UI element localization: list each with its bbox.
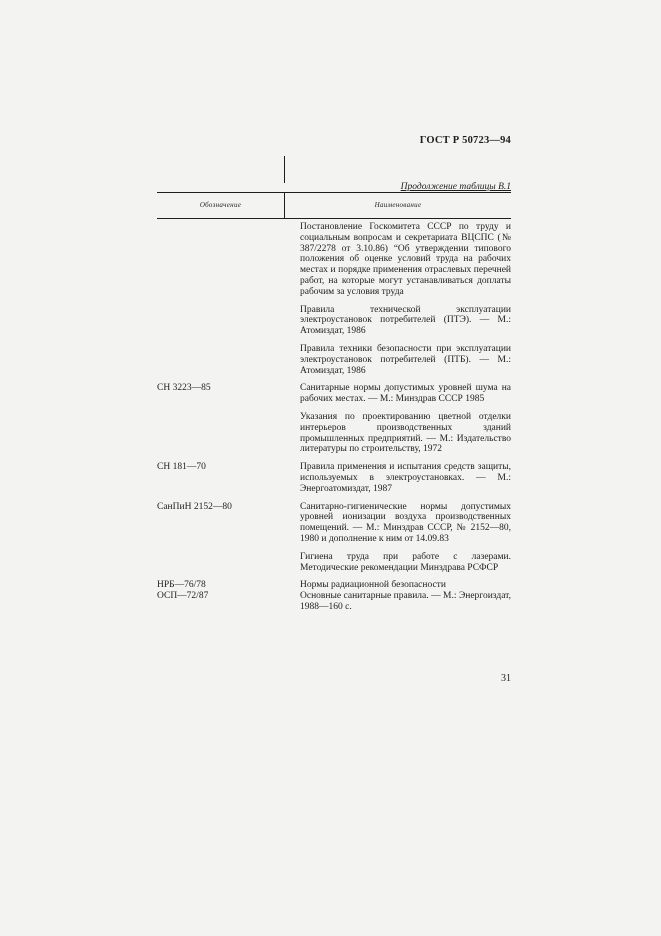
table-continuation-label: Продолжение таблицы В.1	[400, 182, 511, 192]
designation-cell	[157, 580, 300, 612]
document-header: ГОСТ Р 50723—94	[419, 135, 511, 146]
designation-cell	[157, 222, 300, 298]
table-body	[157, 222, 511, 620]
name-cell: Указания по проектированию цветной отделки интерьеров производственных зданий промышленных предприятий. — М.: Издательство литературы по строительству, 1972	[300, 411, 511, 455]
name-cell: Постановление Госкомитета СССР по труду и социальным вопросам и секретариата ВЦСПС (№ 387/2278 от 3.10.86) “Об утверждении типового положения об оценке условий труда на рабочих местах и порядке применения отраслевых перечней работ, на которые могут устанавливаться доплаты рабочим за условия труда	[300, 222, 511, 297]
column-divider-top	[284, 156, 285, 183]
column-header-designation: Обозначение	[199, 201, 242, 209]
name-cell: Санитарные нормы допустимых уровней шума на рабочих местах. — М.: Минздрав СССР 1985	[300, 383, 511, 405]
designation-code: СанПиН 2152—80	[157, 501, 232, 512]
table-header-rule	[157, 218, 511, 219]
name-cell: Санитарно-гигиенические нормы допустимых уровней ионизации воздуха производственных помещений. — М.: Минздрав СССР, № 2152—80, 1980 и дополнение к ним от 14.09.83	[300, 501, 511, 544]
designation-cell	[157, 462, 300, 494]
designation-cell	[157, 383, 300, 405]
column-header-name: Наименование	[374, 201, 422, 209]
designation-cell	[157, 502, 300, 545]
designation-cell	[157, 305, 300, 337]
table-row	[157, 344, 511, 376]
table-row	[157, 502, 511, 545]
page-number: 31	[501, 673, 511, 684]
designation-code: ОСП—72/87	[157, 591, 209, 602]
name-cell: Правила техники безопасности при эксплуатации электроустановок потребителей (ПТБ). — М.: Атомиздат, 1986	[300, 343, 511, 376]
designation-cell	[157, 552, 300, 574]
name-cell: Гигиена труда при работе с лазерами. Методические рекомендации Минздрава РСФСР	[300, 551, 511, 573]
name-cell: Правила применения и испытания средств защиты, используемых в электроустановках. — М.: Энергоатомиздат, 1987	[300, 462, 511, 494]
table-row	[157, 412, 511, 455]
table-row	[157, 462, 511, 494]
designation-code: СН 3223—85	[157, 383, 211, 394]
name-cell: Нормы радиационной безопасности Основные санитарные правила. — М.: Энергоиздат, 1988—160 с.	[300, 580, 511, 612]
designation-cell	[157, 344, 300, 376]
table-row	[157, 552, 511, 574]
table-row	[157, 383, 511, 405]
name-cell: Правила технической эксплуатации электроустановок потребителей (ПТЭ). — М.: Атомиздат, 1986	[300, 304, 511, 337]
table-row	[157, 222, 511, 298]
designation-cell	[157, 412, 300, 455]
designation-code: НРБ—76/78	[157, 580, 206, 591]
table-row	[157, 305, 511, 337]
table-row	[157, 580, 511, 612]
table-top-rule	[157, 192, 511, 193]
designation-code: СН 181—70	[157, 462, 206, 473]
